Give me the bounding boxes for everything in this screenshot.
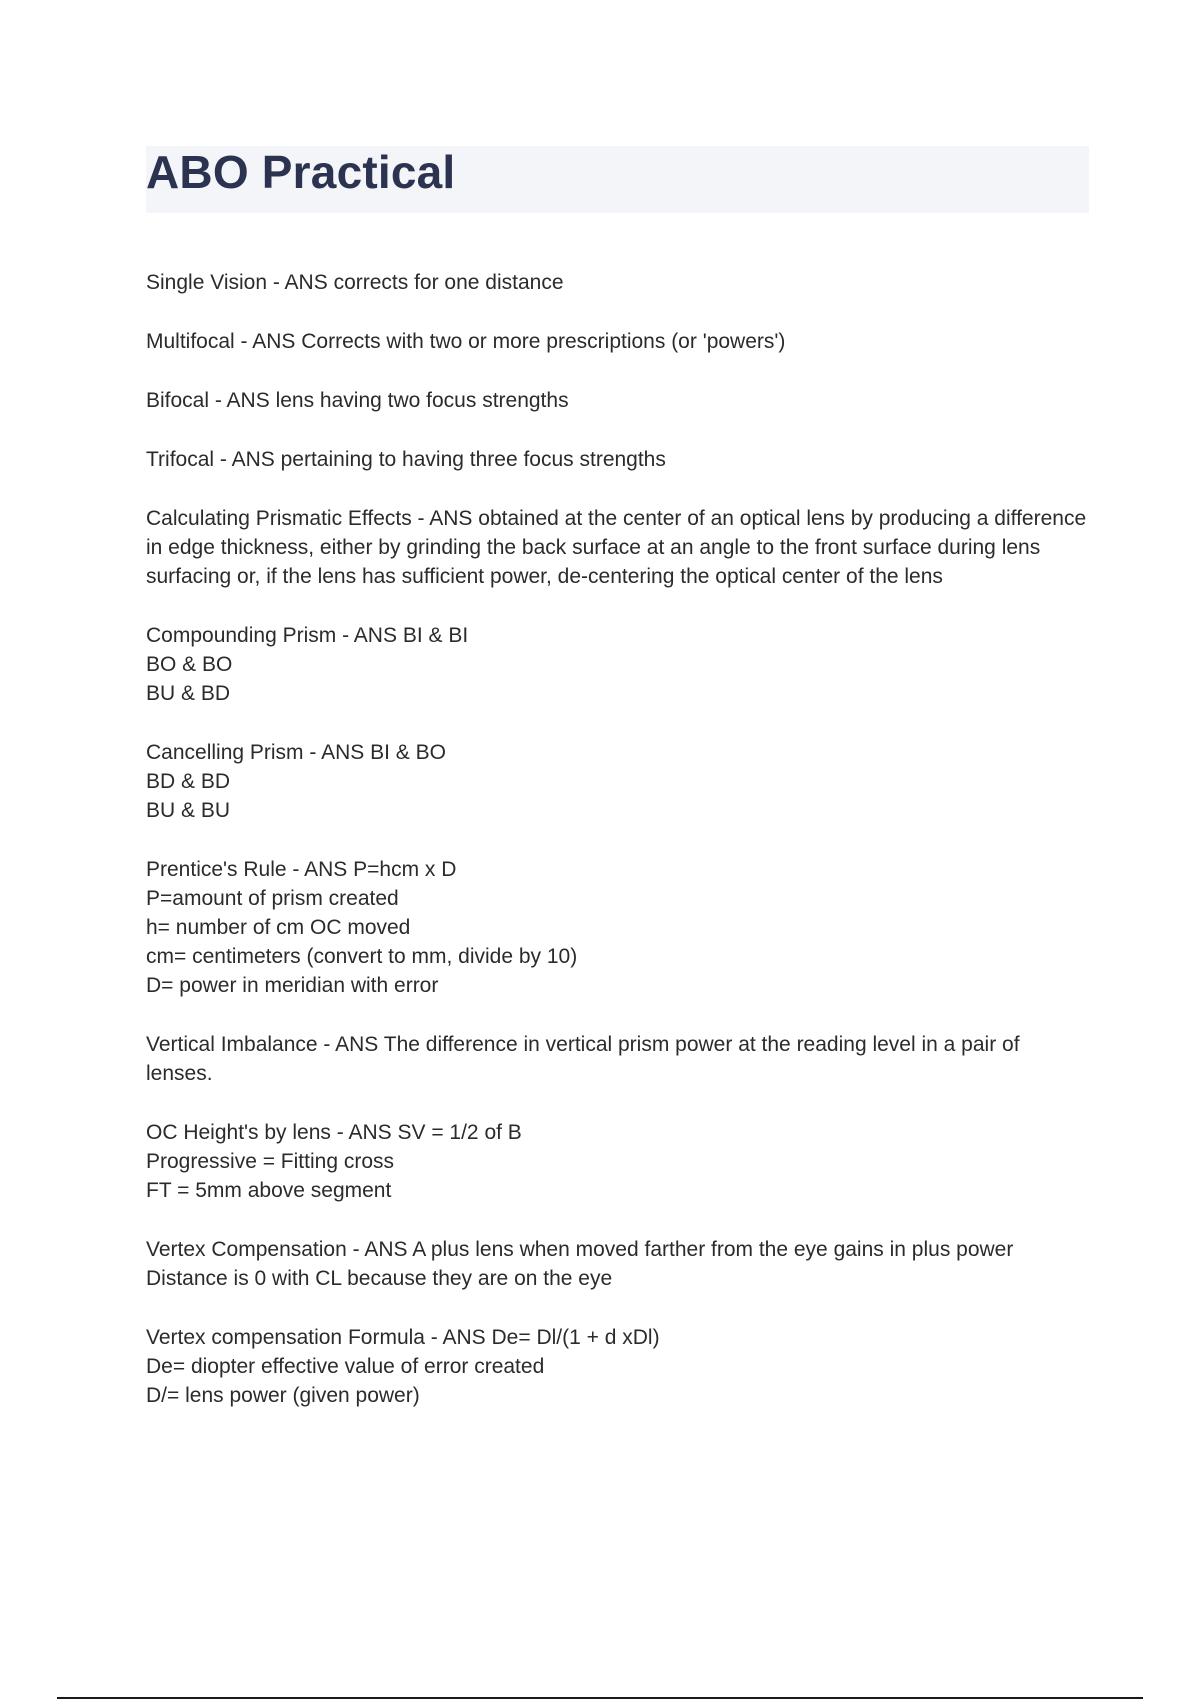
qa-item-6 (146, 621, 1091, 708)
qa-separator: - (267, 271, 285, 294)
qa-answer: A plus lens when moved farther from the eye gains in plus power (412, 1238, 1014, 1261)
qa-extra-line: BU & BU (146, 799, 231, 822)
qa-answer: lens having two focus strengths (275, 389, 569, 412)
qa-first-line (146, 1323, 1091, 1352)
qa-extra-line: BD & BD (146, 770, 231, 793)
qa-term: Cancelling Prism (146, 741, 304, 764)
qa-answer: P=hcm x D (353, 858, 457, 881)
qa-first-line (146, 1118, 1091, 1147)
qa-item-5 (146, 504, 1091, 591)
qa-separator: - (214, 448, 232, 471)
qa-term: Vertex compensation Formula (146, 1326, 425, 1349)
qa-answer: Corrects with two or more prescriptions (or 'powers') (301, 330, 786, 353)
ans-label: ANS (226, 389, 270, 412)
ans-label: ANS (304, 858, 348, 881)
page-bottom-rule (57, 1697, 1143, 1699)
qa-answer: The difference in vertical prism power at the reading level in a pair of lenses. (146, 1033, 1020, 1085)
qa-answer: obtained at the center of an optical lens by producing a difference in edge thickness, either by grinding the back surface at an angle to the front surface during lens surfacing or, if the lens has sufficient power, de-centering the optical center of the lens (146, 507, 1087, 588)
qa-extra-line: BU & BD (146, 682, 231, 705)
qa-first-line (146, 386, 1091, 415)
qa-term: Prentice's Rule (146, 858, 287, 881)
qa-term: Single Vision (146, 271, 268, 294)
qa-item-2 (146, 327, 1091, 356)
qa-item-10 (146, 1118, 1091, 1205)
qa-extra-line: FT = 5mm above segment (146, 1179, 392, 1202)
qa-extra-line: cm= centimeters (convert to mm, divide by 10) (146, 945, 578, 968)
qa-answer: De= Dl/(1 + d xDl) (491, 1326, 660, 1349)
qa-separator: - (336, 624, 354, 647)
ans-label: ANS (442, 1326, 486, 1349)
qa-item-12 (146, 1323, 1091, 1410)
qa-separator: - (330, 1121, 349, 1144)
qa-item-7 (146, 738, 1091, 825)
qa-item-1 (146, 268, 1091, 297)
qa-item-3 (146, 386, 1091, 415)
ans-label: ANS (284, 271, 328, 294)
qa-first-line (146, 855, 1091, 884)
qa-first-line (146, 504, 1091, 591)
qa-separator: - (303, 741, 322, 764)
qa-first-line (146, 327, 1091, 356)
qa-item-8 (146, 855, 1091, 1000)
ans-label: ANS (321, 741, 365, 764)
ans-label: ANS (348, 1121, 392, 1144)
qa-separator: - (209, 389, 227, 412)
qa-answer: pertaining to having three focus strengths (280, 448, 666, 471)
qa-item-4 (146, 445, 1091, 474)
qa-first-line (146, 1235, 1091, 1264)
ans-label: ANS (231, 448, 275, 471)
qa-separator: - (346, 1238, 365, 1261)
qa-separator: - (411, 507, 430, 530)
qa-extra-line: Progressive = Fitting cross (146, 1150, 395, 1173)
qa-first-line (146, 738, 1091, 767)
qa-extra-line: h= number of cm OC moved (146, 916, 411, 939)
qa-item-9 (146, 1030, 1091, 1088)
qa-extra-line: Distance is 0 with CL because they are on the eye (146, 1267, 613, 1290)
qa-extra-line: P=amount of prism created (146, 887, 399, 910)
ans-label: ANS (429, 507, 473, 530)
qa-first-line (146, 445, 1091, 474)
qa-separator: - (424, 1326, 443, 1349)
qa-answer: BI & BI (402, 624, 469, 647)
document-title: ABO Practical (146, 146, 456, 198)
qa-item-11 (146, 1235, 1091, 1293)
qa-term: Calculating Prismatic Effects (146, 507, 412, 530)
qa-term: Vertex Compensation (146, 1238, 347, 1261)
qa-term: OC Height's by lens (146, 1121, 331, 1144)
ans-label: ANS (353, 624, 397, 647)
qa-separator: - (317, 1033, 336, 1056)
ans-label: ANS (335, 1033, 379, 1056)
qa-extra-line: BO & BO (146, 653, 233, 676)
qa-term: Bifocal (146, 389, 210, 412)
qa-separator: - (286, 858, 305, 881)
qa-separator: - (234, 330, 253, 353)
qa-term: Vertical Imbalance (146, 1033, 318, 1056)
ans-label: ANS (364, 1238, 408, 1261)
qa-extra-line: De= diopter effective value of error created (146, 1355, 545, 1378)
qa-first-line (146, 621, 1091, 650)
qa-list (146, 268, 1091, 1440)
qa-first-line (146, 268, 1091, 297)
qa-term: Trifocal (146, 448, 215, 471)
qa-term: Compounding Prism (146, 624, 337, 647)
qa-first-line (146, 1030, 1091, 1088)
qa-extra-line: D= power in meridian with error (146, 974, 439, 997)
ans-label: ANS (252, 330, 296, 353)
qa-term: Multifocal (146, 330, 235, 353)
qa-extra-line: D/= lens power (given power) (146, 1384, 420, 1407)
qa-answer: SV = 1/2 of B (397, 1121, 522, 1144)
qa-answer: BI & BO (370, 741, 446, 764)
qa-answer: corrects for one distance (333, 271, 564, 294)
